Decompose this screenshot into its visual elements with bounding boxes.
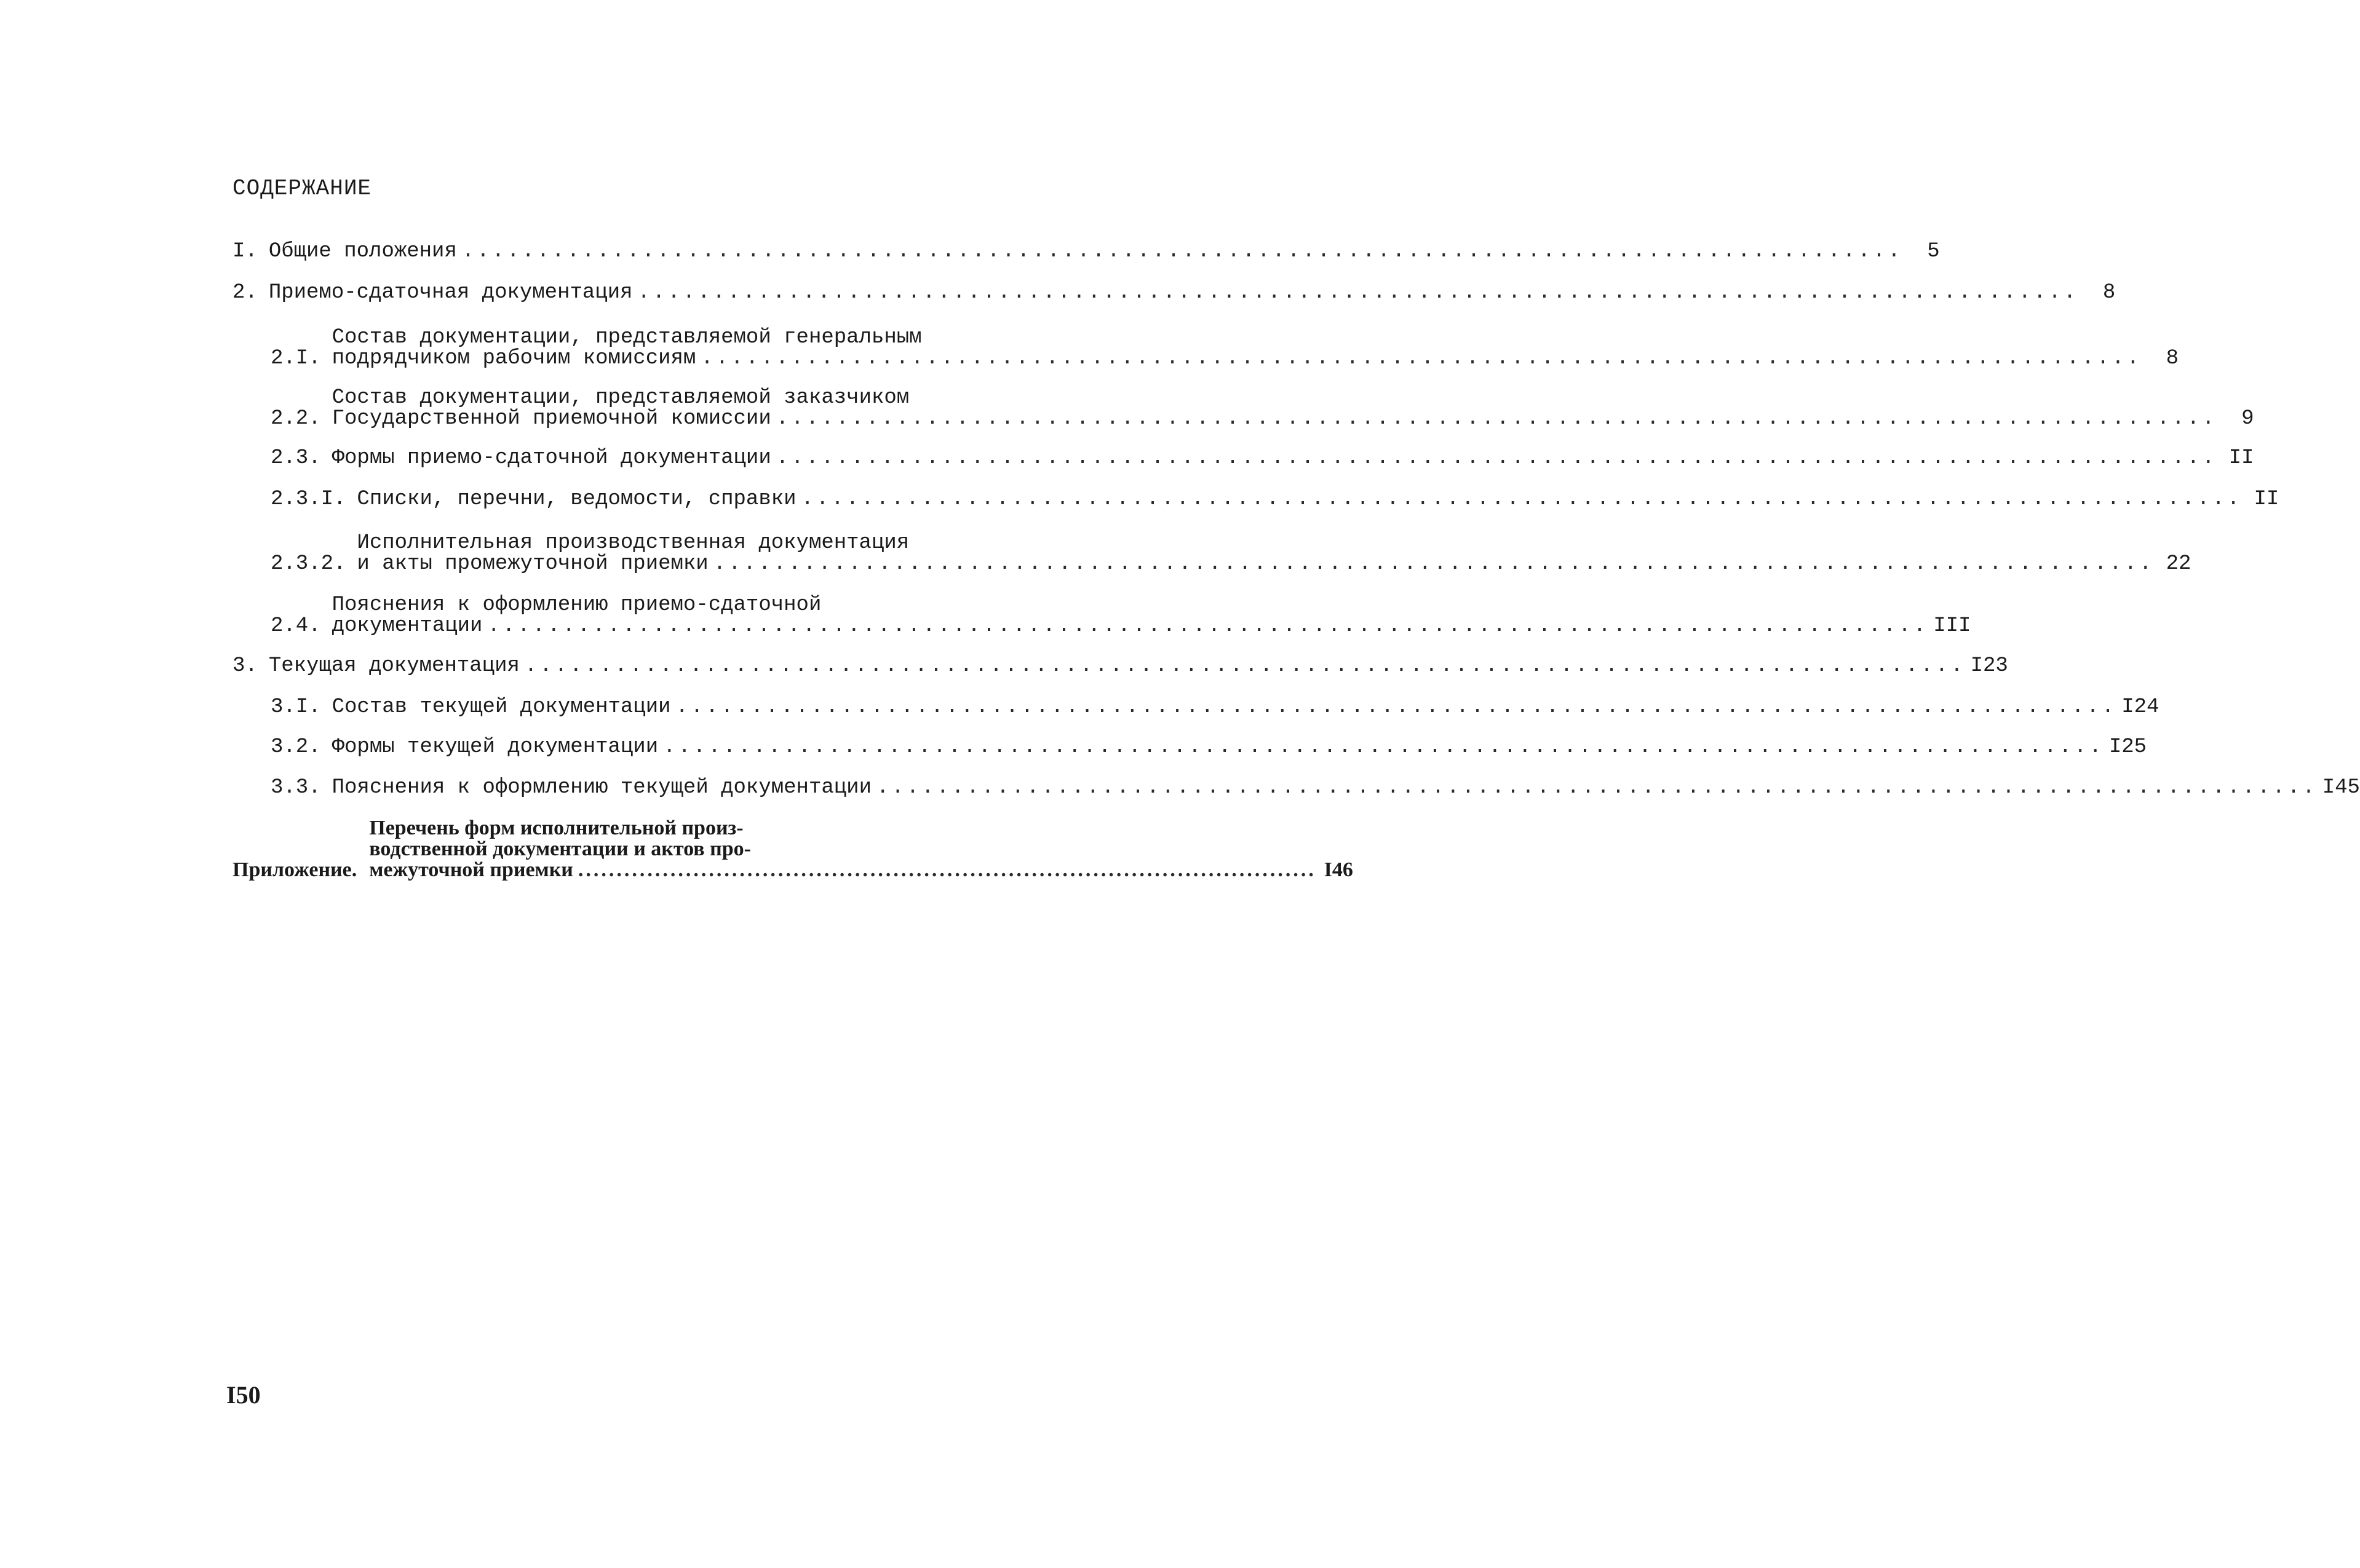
toc-entry[interactable]	[232, 281, 2116, 304]
toc-entry[interactable]	[232, 654, 2008, 678]
toc-entry-page: II	[2254, 488, 2279, 511]
toc-entry-page: I25	[2108, 735, 2147, 759]
toc-entry-title-line: водственной документации и актов про-	[369, 837, 751, 860]
toc-entry-title-line: Пояснения к оформлению приемо-сдаточной	[332, 593, 822, 617]
toc-entry-page: III	[1933, 614, 1971, 638]
toc-entry-number: 3.	[232, 654, 258, 678]
dot-leader: ................................................................................................	[637, 281, 2079, 304]
toc-entry-number: 2.I.	[271, 347, 321, 370]
toc-entry[interactable]	[271, 446, 2254, 470]
toc-entry-title-line: Состав документации, представляемой заказчиком	[332, 386, 910, 410]
toc-entry-number: 2.2.	[271, 407, 321, 430]
toc-entry-page: I24	[2121, 695, 2159, 719]
toc-entry-number: 3.3.	[271, 776, 321, 799]
toc-entry-page: 22	[2166, 552, 2191, 576]
toc-entry-page: 5	[1927, 240, 1940, 263]
toc-entry-title: документации	[332, 614, 483, 638]
dot-leader: ................................................................................................	[876, 776, 2318, 799]
toc-entry-title: Приемо-сдаточная документация	[268, 281, 633, 304]
dot-leader: ................................................................................................	[578, 858, 1316, 881]
toc-entry[interactable]	[271, 531, 2191, 576]
toc-entry-page: 8	[2102, 281, 2116, 304]
toc-entry-number: 2.	[232, 281, 258, 304]
dot-leader: ................................................................................................	[487, 614, 1929, 638]
dot-leader: ................................................................................................	[776, 407, 2217, 430]
toc-entry-page: I23	[1970, 654, 2008, 678]
toc-entry-appendix[interactable]	[232, 817, 1353, 881]
toc-entry-title: Пояснения к оформлению текущей документации	[332, 776, 872, 799]
dot-leader: ................................................................................................	[461, 240, 1903, 263]
toc-entry-title: Текущая документация	[268, 654, 520, 678]
toc-entry-title: подрядчиком рабочим комиссиям	[332, 347, 696, 370]
toc-entry[interactable]	[271, 695, 2159, 719]
page-number: I50	[226, 1381, 261, 1409]
page-title: СОДЕРЖАНИЕ	[232, 176, 372, 201]
toc-entry-page: I46	[1324, 858, 1353, 881]
toc-entry-page: 8	[2166, 347, 2179, 370]
dot-leader: ................................................................................................	[675, 695, 2117, 719]
toc-entry-title-line: Состав документации, представляемой генеральным	[332, 326, 922, 349]
toc-entry-title: Состав текущей документации	[332, 695, 671, 719]
dot-leader: ................................................................................................	[801, 488, 2243, 511]
toc-entry-number: I.	[232, 240, 258, 263]
toc-entry[interactable]	[271, 488, 2279, 511]
dot-leader: ................................................................................................	[663, 735, 2104, 759]
toc-entry[interactable]	[271, 386, 2254, 430]
toc-entry-number: 2.3.2.	[271, 552, 346, 576]
toc-entry-title: и акты промежуточной приемки	[357, 552, 709, 576]
dot-leader: ................................................................................................	[776, 446, 2217, 470]
toc-entry[interactable]	[232, 240, 1940, 263]
toc-entry-page: II	[2228, 446, 2254, 470]
toc-entry-title-line: Исполнительная производственная документация	[357, 531, 910, 555]
dot-leader: ................................................................................................	[524, 654, 1966, 678]
toc-entry[interactable]	[271, 593, 1971, 638]
toc-entry-number: 3.2.	[271, 735, 321, 759]
toc-entry-number: 2.3.I.	[271, 488, 346, 511]
dot-leader: ................................................................................................	[713, 552, 2155, 576]
toc-entry-page: 9	[2241, 407, 2254, 430]
toc-entry[interactable]	[271, 776, 2360, 799]
toc-entry-title-line: Перечень форм исполнительной произ-	[369, 817, 744, 839]
toc-entry-number: Приложение.	[232, 858, 357, 881]
dot-leader: ................................................................................................	[701, 347, 2142, 370]
toc-entry-number: 2.3.	[271, 446, 321, 470]
toc-entry-title: Формы приемо-сдаточной документации	[332, 446, 771, 470]
toc-entry[interactable]	[271, 326, 2179, 370]
toc-entry-title: Общие положения	[268, 240, 457, 263]
toc-entry-title: Формы текущей документации	[332, 735, 659, 759]
toc-entry-title: Государственной приемочной комиссии	[332, 407, 771, 430]
toc-entry-title: Списки, перечни, ведомости, справки	[357, 488, 797, 511]
toc-entry-page: I45	[2322, 776, 2360, 799]
toc-entry-title: межуточной приемки	[369, 858, 573, 881]
toc-entry-number: 2.4.	[271, 614, 321, 638]
toc-entry[interactable]	[271, 735, 2147, 759]
toc-entry-number: 3.I.	[271, 695, 321, 719]
